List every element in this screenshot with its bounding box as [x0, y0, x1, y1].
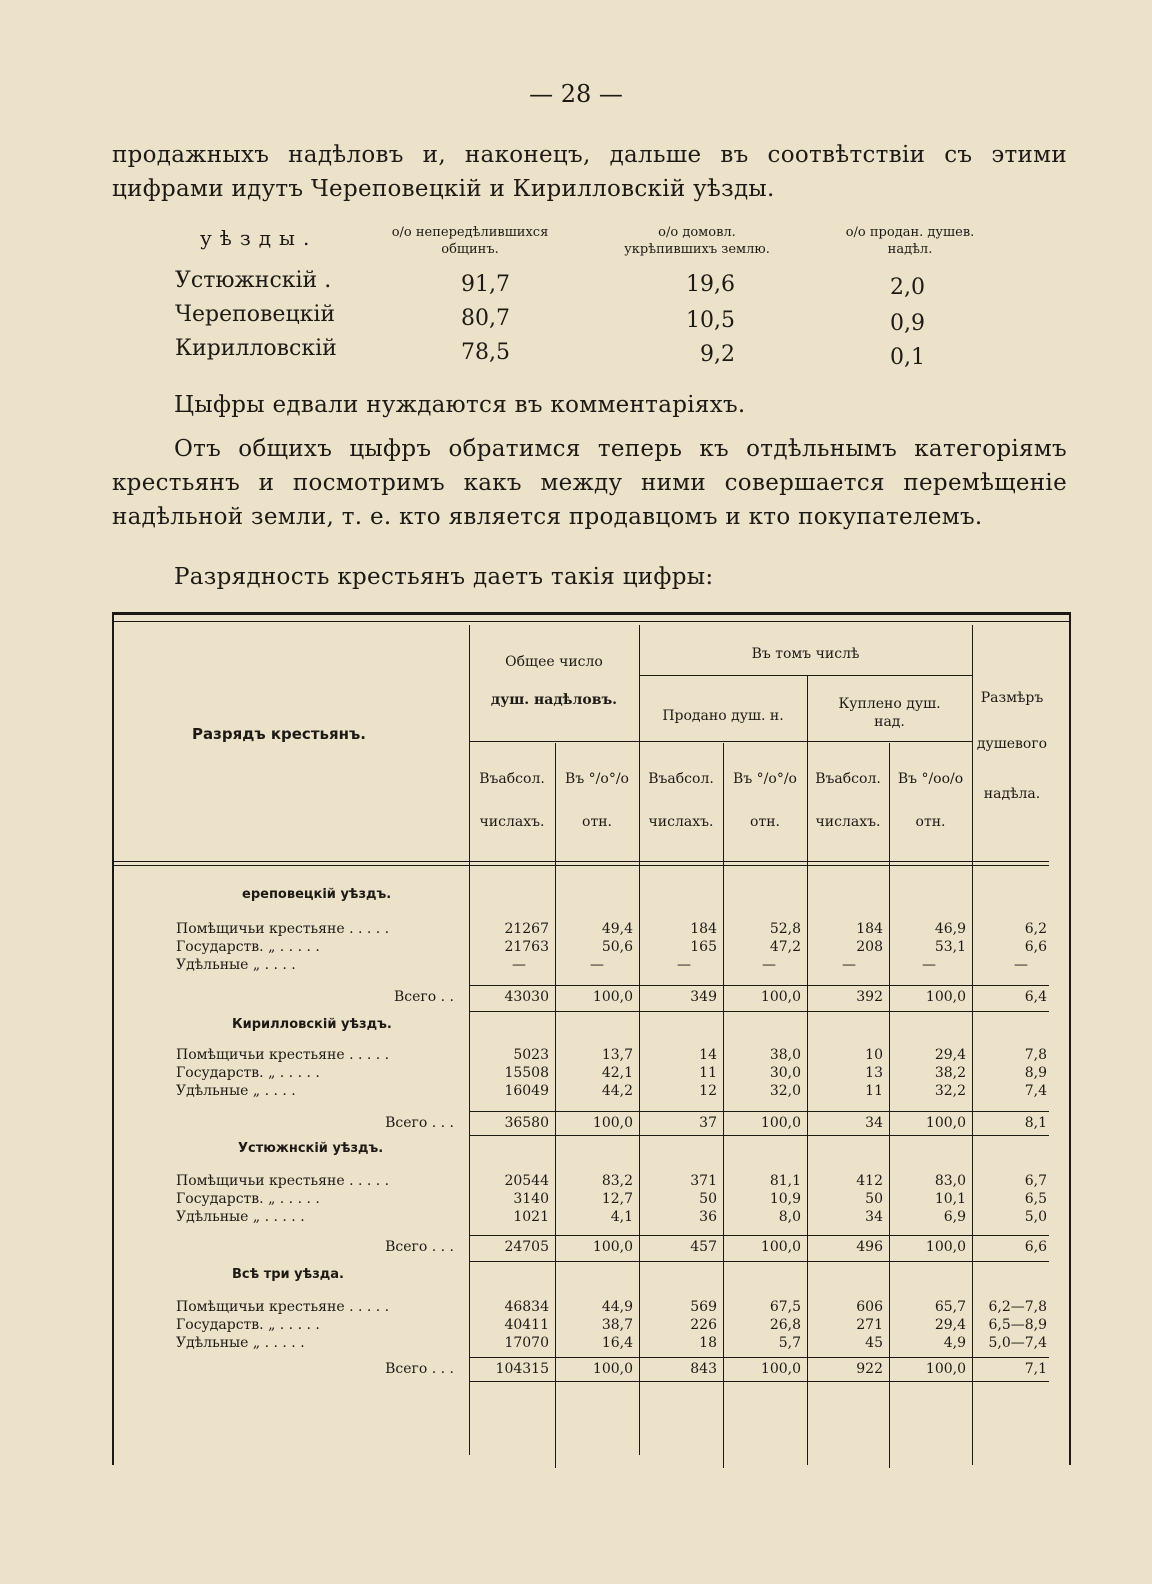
table-cell: 14 — [699, 1047, 717, 1063]
header-total-line1: Общее число — [505, 654, 603, 670]
table-cell: 18 — [699, 1335, 717, 1351]
table-cell: 208 — [856, 939, 883, 955]
total-cell: 8,1 — [1024, 1115, 1047, 1131]
table-cell: 10 — [865, 1047, 883, 1063]
table-cell: 83,0 — [934, 1173, 966, 1189]
table-cell: 65,7 — [934, 1299, 966, 1315]
total-cell: 24705 — [504, 1239, 549, 1255]
row-label: Удѣльные „ . . . . — [176, 957, 296, 973]
header-size-line3: надѣла. — [983, 786, 1041, 802]
table-cell: 17070 — [504, 1335, 549, 1351]
total-cell: 104315 — [495, 1361, 549, 1377]
table-cell: 6,5 — [1024, 1191, 1047, 1207]
summary-row-name: Череповецкій — [175, 302, 336, 327]
col-rule — [889, 743, 890, 1468]
table-cell: 40411 — [504, 1317, 549, 1333]
table-cell: 184 — [690, 921, 717, 937]
summary-cell: 19,6 — [686, 272, 735, 297]
total-rule — [469, 1261, 1049, 1262]
total-cell: 349 — [690, 989, 717, 1005]
table-cell: 569 — [690, 1299, 717, 1315]
table-cell: 271 — [856, 1317, 883, 1333]
table-cell: 83,2 — [601, 1173, 633, 1189]
header-pct: отн. — [750, 814, 780, 830]
peasant-category-table — [112, 612, 1071, 1465]
district-title: Всѣ три уѣзда. — [232, 1267, 344, 1282]
table-cell: 1021 — [513, 1209, 549, 1225]
header-pct: Въ °/о°/о — [733, 771, 797, 787]
table-cell: 50 — [865, 1191, 883, 1207]
table-cell: — — [1014, 957, 1028, 973]
total-label: Всего . . . — [385, 1239, 454, 1255]
summary-header-1: о/о непередѣлившихся общинъ. — [391, 225, 549, 257]
table-cell: 13 — [865, 1065, 883, 1081]
total-label: Всего . . . — [385, 1115, 454, 1131]
table-cell: 5,0 — [1024, 1209, 1047, 1225]
row-label: Помѣщичьи крестьяне . . . . . — [176, 921, 390, 937]
table-cell: 13,7 — [601, 1047, 633, 1063]
table-cell: 32,2 — [934, 1083, 966, 1099]
total-cell: 36580 — [504, 1115, 549, 1131]
table-cell: 412 — [856, 1173, 883, 1189]
table-cell: 12 — [699, 1083, 717, 1099]
total-cell: 37 — [699, 1115, 717, 1131]
row-label: Удѣльные „ . . . . . — [176, 1335, 305, 1351]
summary-cell: 2,0 — [890, 275, 925, 300]
table-cell: 8,9 — [1024, 1065, 1047, 1081]
table-cell: 38,7 — [601, 1317, 633, 1333]
paragraph-2: Цыфры едвали нуждаются въ комментаріяхъ. — [174, 392, 746, 418]
header-pct: отн. — [582, 814, 612, 830]
table-cell: 5023 — [513, 1047, 549, 1063]
header-size-line2: душевого — [976, 736, 1048, 752]
table-cell: 36 — [699, 1209, 717, 1225]
table-cell: 26,8 — [769, 1317, 801, 1333]
summary-header-3: о/о продан. душев. надѣл. — [845, 225, 975, 257]
table-cell: 8,0 — [778, 1209, 801, 1225]
page-number: — 28 — — [529, 80, 623, 108]
table-cell: — — [590, 957, 604, 973]
header-abs: Въабсол. — [648, 771, 714, 787]
total-cell: 100,0 — [925, 1239, 966, 1255]
total-cell: 34 — [865, 1115, 883, 1131]
table-cell: 29,4 — [934, 1047, 966, 1063]
table-cell: 21267 — [504, 921, 549, 937]
table-cell: 52,8 — [769, 921, 801, 937]
total-cell: 6,4 — [1024, 989, 1047, 1005]
summary-row-name: Устюжнскій . — [175, 268, 332, 293]
table-cell: 10,1 — [934, 1191, 966, 1207]
total-cell: 100,0 — [925, 1361, 966, 1377]
table-cell: 29,4 — [934, 1317, 966, 1333]
table-cell: 6,2 — [1024, 921, 1047, 937]
row-label: Удѣльные „ . . . . — [176, 1083, 296, 1099]
table-cell: 46,9 — [934, 921, 966, 937]
table-cell: 50 — [699, 1191, 717, 1207]
total-cell: 100,0 — [592, 989, 633, 1005]
district-title: Кирилловскій уѣздъ. — [232, 1017, 392, 1032]
header-abs: числахъ. — [479, 814, 545, 830]
header-pct: отн. — [915, 814, 946, 830]
table-cell: 34 — [865, 1209, 883, 1225]
total-cell: 843 — [690, 1361, 717, 1377]
table-cell: 371 — [690, 1173, 717, 1189]
header-pct: Въ °/о°/о — [565, 771, 629, 787]
summary-header-district: уѣзды. — [200, 226, 318, 250]
table-cell: 30,0 — [769, 1065, 801, 1081]
total-cell: 100,0 — [592, 1115, 633, 1131]
table-cell: 12,7 — [601, 1191, 633, 1207]
district-title: Устюжнскій уѣздъ. — [238, 1141, 384, 1156]
header-bought-line1: Куплено душ. — [838, 696, 941, 712]
total-cell: 6,6 — [1024, 1239, 1047, 1255]
table-cell: — — [842, 957, 856, 973]
table-cell: 44,9 — [601, 1299, 633, 1315]
table-cell: 10,9 — [769, 1191, 801, 1207]
header-rule — [114, 861, 1049, 862]
header-abs: Въабсол. — [479, 771, 545, 787]
row-label: Помѣщичьи крестьяне . . . . . — [176, 1299, 390, 1315]
table-cell: 6,9 — [943, 1209, 966, 1225]
table-cell: 4,1 — [610, 1209, 633, 1225]
row-label: Государств. „ . . . . . — [176, 939, 320, 955]
total-rule — [469, 1357, 1049, 1358]
total-rule — [469, 1011, 1049, 1012]
table-cell: 53,1 — [934, 939, 966, 955]
summary-cell: 0,1 — [890, 345, 925, 370]
total-cell: 7,1 — [1024, 1361, 1047, 1377]
table-cell: 226 — [690, 1317, 717, 1333]
header-pct: Въ °/оо/о — [897, 771, 964, 787]
district-title: ереповецкій уѣздъ. — [242, 887, 392, 902]
summary-header-2: о/о домовл. укрѣпившихъ землю. — [624, 225, 770, 257]
summary-row-name: Кирилловскій — [175, 336, 337, 361]
table-cell: — — [677, 957, 691, 973]
total-cell: 922 — [856, 1361, 883, 1377]
total-cell: 100,0 — [760, 1361, 801, 1377]
total-cell: 100,0 — [925, 989, 966, 1005]
header-total-line2: душ. надѣловъ. — [490, 692, 618, 708]
table-cell: 6,7 — [1024, 1173, 1047, 1189]
header-abs: Въабсол. — [815, 771, 881, 787]
table-cell: 7,8 — [1024, 1047, 1047, 1063]
paragraph-1: продажныхъ надѣловъ и, наконецъ, дальше въ соотвѣтствіи съ этими цифрами идутъ Череповецкій и Кирилловскій уѣзды. — [112, 142, 1067, 202]
summary-cell: 91,7 — [461, 272, 510, 297]
row-label: Помѣщичьи крестьяне . . . . . — [176, 1173, 390, 1189]
total-rule — [469, 1135, 1049, 1136]
table-cell: — — [512, 957, 526, 973]
header-rule — [114, 865, 1049, 866]
table-cell: 50,6 — [601, 939, 633, 955]
row-label: Государств. „ . . . . . — [176, 1317, 320, 1333]
total-label: Всего . . . — [385, 1361, 454, 1377]
summary-cell: 80,7 — [461, 306, 510, 331]
row-label: Помѣщичьи крестьяне . . . . . — [176, 1047, 390, 1063]
total-cell: 457 — [690, 1239, 717, 1255]
table-cell: 6,6 — [1024, 939, 1047, 955]
table-cell: 38,2 — [934, 1065, 966, 1081]
table-cell: 45 — [865, 1335, 883, 1351]
table-cell: 11 — [699, 1065, 717, 1081]
total-rule — [469, 1111, 1049, 1112]
paragraph-4: Разрядность крестьянъ даетъ такія цифры: — [174, 564, 714, 590]
table-cell: 46834 — [504, 1299, 549, 1315]
table-cell: 606 — [856, 1299, 883, 1315]
row-label: Государств. „ . . . . . — [176, 1065, 320, 1081]
total-cell: 392 — [856, 989, 883, 1005]
table-cell: 11 — [865, 1083, 883, 1099]
table-cell: — — [762, 957, 776, 973]
total-cell: 100,0 — [592, 1361, 633, 1377]
double-rule — [112, 621, 1071, 622]
summary-cell: 0,9 — [890, 311, 925, 336]
table-cell: 184 — [856, 921, 883, 937]
table-cell: 6,2—7,8 — [988, 1299, 1047, 1315]
paragraph-3: Отъ общихъ цыфръ обратимся теперь къ отдѣльнымъ категоріямъ крестьянъ и посмотримъ какъ между ними совершается перемѣщеніе надѣльной земли, т. е. кто является продавцомъ и кто покупателемъ. — [112, 436, 1067, 530]
table-cell: 16049 — [504, 1083, 549, 1099]
table-cell: 5,7 — [778, 1335, 801, 1351]
summary-cell: 9,2 — [700, 342, 735, 367]
table-cell: 42,1 — [601, 1065, 633, 1081]
col-rule — [555, 743, 556, 1468]
header-sold: Продано душ. н. — [662, 708, 784, 724]
table-cell: 165 — [690, 939, 717, 955]
col-rule — [723, 743, 724, 1468]
table-cell: 21763 — [504, 939, 549, 955]
total-rule — [469, 1235, 1049, 1236]
total-cell: 100,0 — [925, 1115, 966, 1131]
table-cell: 5,0—7,4 — [988, 1335, 1047, 1351]
total-cell: 100,0 — [760, 1239, 801, 1255]
header-abs: числахъ. — [815, 814, 881, 830]
table-cell: 7,4 — [1024, 1083, 1047, 1099]
table-cell: 4,9 — [943, 1335, 966, 1351]
total-rule — [469, 985, 1049, 986]
header-category: Разрядъ крестьянъ. — [192, 725, 366, 743]
table-cell: 20544 — [504, 1173, 549, 1189]
table-cell: 38,0 — [769, 1047, 801, 1063]
header-size-line1: Размѣръ — [980, 690, 1044, 706]
summary-cell: 78,5 — [461, 340, 510, 365]
row-label: Государств. „ . . . . . — [176, 1191, 320, 1207]
table-cell: — — [922, 957, 936, 973]
table-cell: 3140 — [513, 1191, 549, 1207]
table-cell: 15508 — [504, 1065, 549, 1081]
header-abs: числахъ. — [648, 814, 714, 830]
table-cell: 6,5—8,9 — [988, 1317, 1047, 1333]
total-cell: 43030 — [504, 989, 549, 1005]
summary-cell: 10,5 — [686, 308, 735, 333]
total-cell: 100,0 — [760, 1115, 801, 1131]
header-rule — [469, 741, 972, 742]
table-cell: 67,5 — [769, 1299, 801, 1315]
header-rule — [639, 675, 972, 676]
row-label: Удѣльные „ . . . . . — [176, 1209, 305, 1225]
table-cell: 44,2 — [601, 1083, 633, 1099]
total-cell: 496 — [856, 1239, 883, 1255]
total-label: Всего . . — [394, 989, 454, 1005]
total-rule — [469, 1381, 1049, 1382]
table-cell: 49,4 — [601, 921, 633, 937]
table-cell: 32,0 — [769, 1083, 801, 1099]
header-bought-line2: над. — [874, 714, 905, 730]
table-cell: 81,1 — [769, 1173, 801, 1189]
total-cell: 100,0 — [760, 989, 801, 1005]
table-cell: 16,4 — [601, 1335, 633, 1351]
header-including: Въ томъ числѣ — [751, 646, 860, 662]
table-cell: 47,2 — [769, 939, 801, 955]
total-cell: 100,0 — [592, 1239, 633, 1255]
